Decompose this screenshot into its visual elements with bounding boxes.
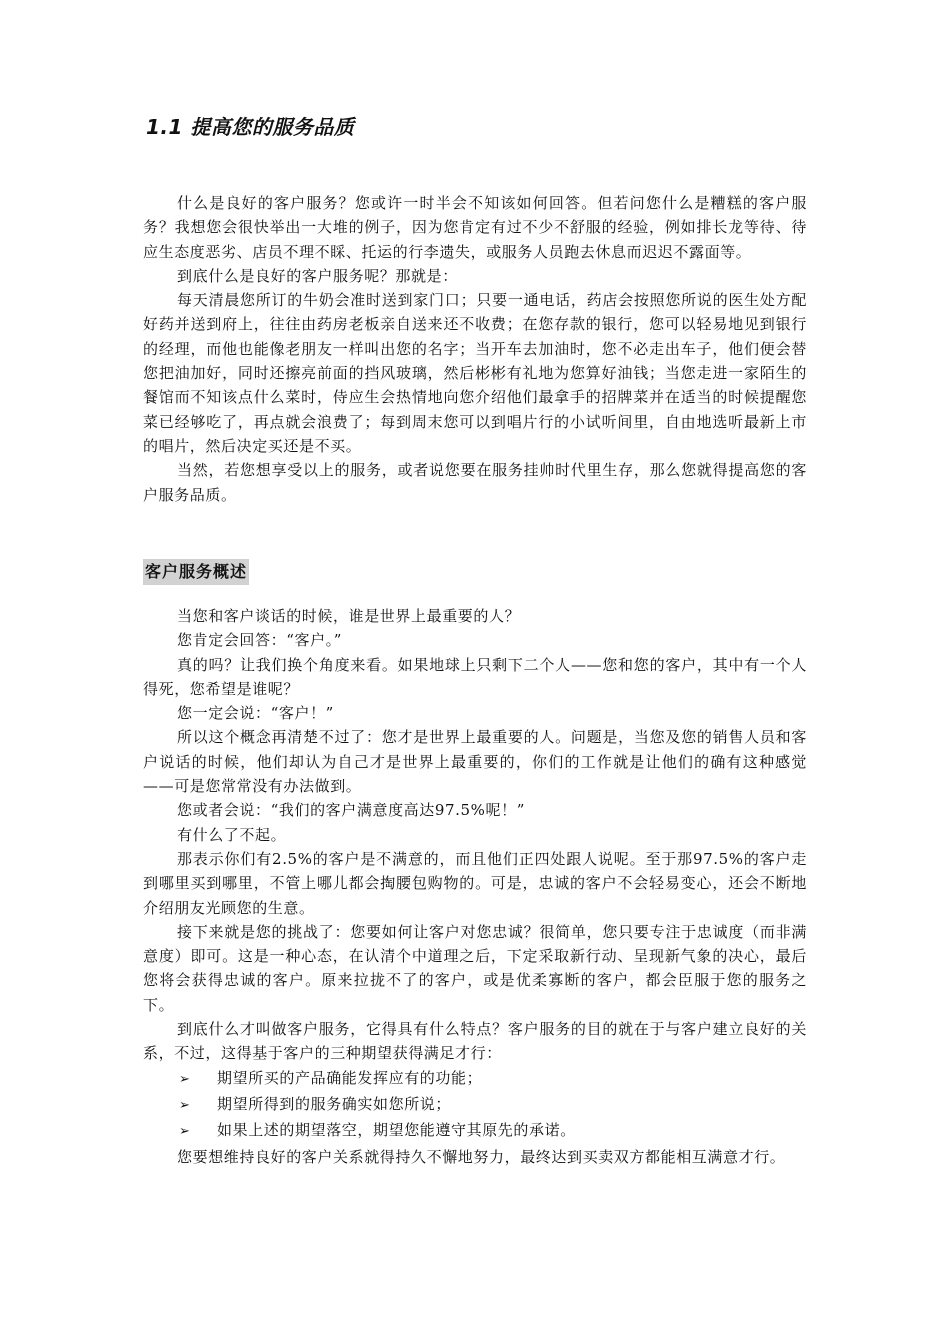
overview-paragraph: 那表示你们有2.5%的客户是不满意的，而且他们正四处跟人说呢。至于那97.5%的客户走到哪里买到哪里，不管上哪儿都会掏腰包购物的。可是，忠诚的客户不会轻易变心，还会不断地介绍朋友光顾您的生意。	[143, 849, 807, 917]
chapter-title: 1.1 提高您的服务品质	[146, 115, 355, 139]
list-item-text: 期望所得到的服务确实如您所说；	[217, 1094, 452, 1113]
overview-paragraph: 您肯定会回答：“客户。”	[177, 631, 343, 650]
closing-paragraph: 您要想维持良好的客户关系就得持久不懈地努力，最终达到买卖双方都能相互满意才行。	[177, 1147, 786, 1166]
intro-paragraph: 什么是良好的客户服务？您或许一时半会不知该如何回答。但若问您什么是糟糕的客户服务？我想您会很快举出一大堆的例子，因为您肯定有过不少不舒服的经验，例如排长龙等待、待应生态度恶劣、店员不理不睬、托运的行李遗失，或服务人员跑去休息而迟迟不露面等。	[143, 194, 807, 261]
section-heading: 客户服务概述	[143, 559, 249, 585]
arrow-bullet-icon: ➢	[179, 1124, 191, 1140]
arrow-bullet-icon: ➢	[179, 1071, 191, 1087]
intro-paragraph: 当然，若您想享受以上的服务，或者说您要在服务挂帅时代里生存，那么您就得提高您的客户服务品质。	[143, 461, 807, 504]
arrow-bullet-icon: ➢	[179, 1097, 191, 1113]
overview-paragraph: 有什么了不起。	[177, 825, 287, 844]
overview-section	[143, 604, 807, 1169]
overview-paragraph: 您一定会说：“客户！”	[177, 704, 334, 723]
overview-paragraph: 到底什么才叫做客户服务，它得具有什么特点？客户服务的目的就在于与客户建立良好的关系，不过，这得基于客户的三种期望获得满足才行：	[143, 1020, 807, 1063]
intro-section	[143, 191, 807, 507]
intro-paragraph: 每天清晨您所订的牛奶会准时送到家门口；只要一通电话，药店会按照您所说的医生处方配好药并送到府上，往往由药房老板亲自送来还不收费；在您存款的银行，您可以轻易地见到银行的经理，而他也能像老朋友一样叫出您的名字；当开车去加油时，您不必走出车子，他们便会替您把油加好，同时还擦亮前面的挡风玻璃，然后彬彬有礼地为您算好油钱；当您走进一家陌生的餐馆而不知该点什么菜时，侍应生会热情地向您介绍他们最拿手的招牌菜并在适当的时候提醒您菜已经够吃了，再点就会浪费了；每到周末您可以到唱片行的小试听间里，自由地选听最新上市的唱片，然后决定买还是不买。	[143, 291, 807, 455]
overview-paragraph: 所以这个概念再清楚不过了：您才是世界上最重要的人。问题是，当您及您的销售人员和客户说话的时候，他们却认为自己才是世界上最重要的，你们的工作就是让他们的确有这种感觉——可是您常常没有办法做到。	[143, 728, 807, 796]
overview-paragraph: 真的吗？让我们换个角度来看。如果地球上只剩下二个人——您和您的客户，其中有一个人得死，您希望是谁呢？	[143, 655, 807, 698]
expectation-list	[143, 1066, 807, 1145]
overview-paragraph: 您或者会说：“我们的客户满意度高达97.5%呢！”	[177, 801, 525, 820]
list-item	[143, 1118, 807, 1144]
list-item-text: 如果上述的期望落空，期望您能遵守其原先的承诺。	[217, 1121, 576, 1140]
overview-paragraph: 接下来就是您的挑战了：您要如何让客户对您忠诚？很简单，您只要专注于忠诚度（而非满意度）即可。这是一种心态，在认清个中道理之后，下定采取新行动、呈现新气象的决心，最后您将会获得忠诚的客户。原来拉拢不了的客户，或是优柔寡断的客户，都会臣服于您的服务之下。	[143, 922, 807, 1014]
list-item-text: 期望所买的产品确能发挥应有的功能；	[217, 1068, 483, 1087]
list-item	[143, 1092, 807, 1118]
overview-paragraph: 当您和客户谈话的时候，谁是世界上最重要的人？	[177, 607, 521, 625]
list-item	[143, 1066, 807, 1092]
intro-paragraph: 到底什么是良好的客户服务呢？那就是：	[177, 266, 458, 285]
